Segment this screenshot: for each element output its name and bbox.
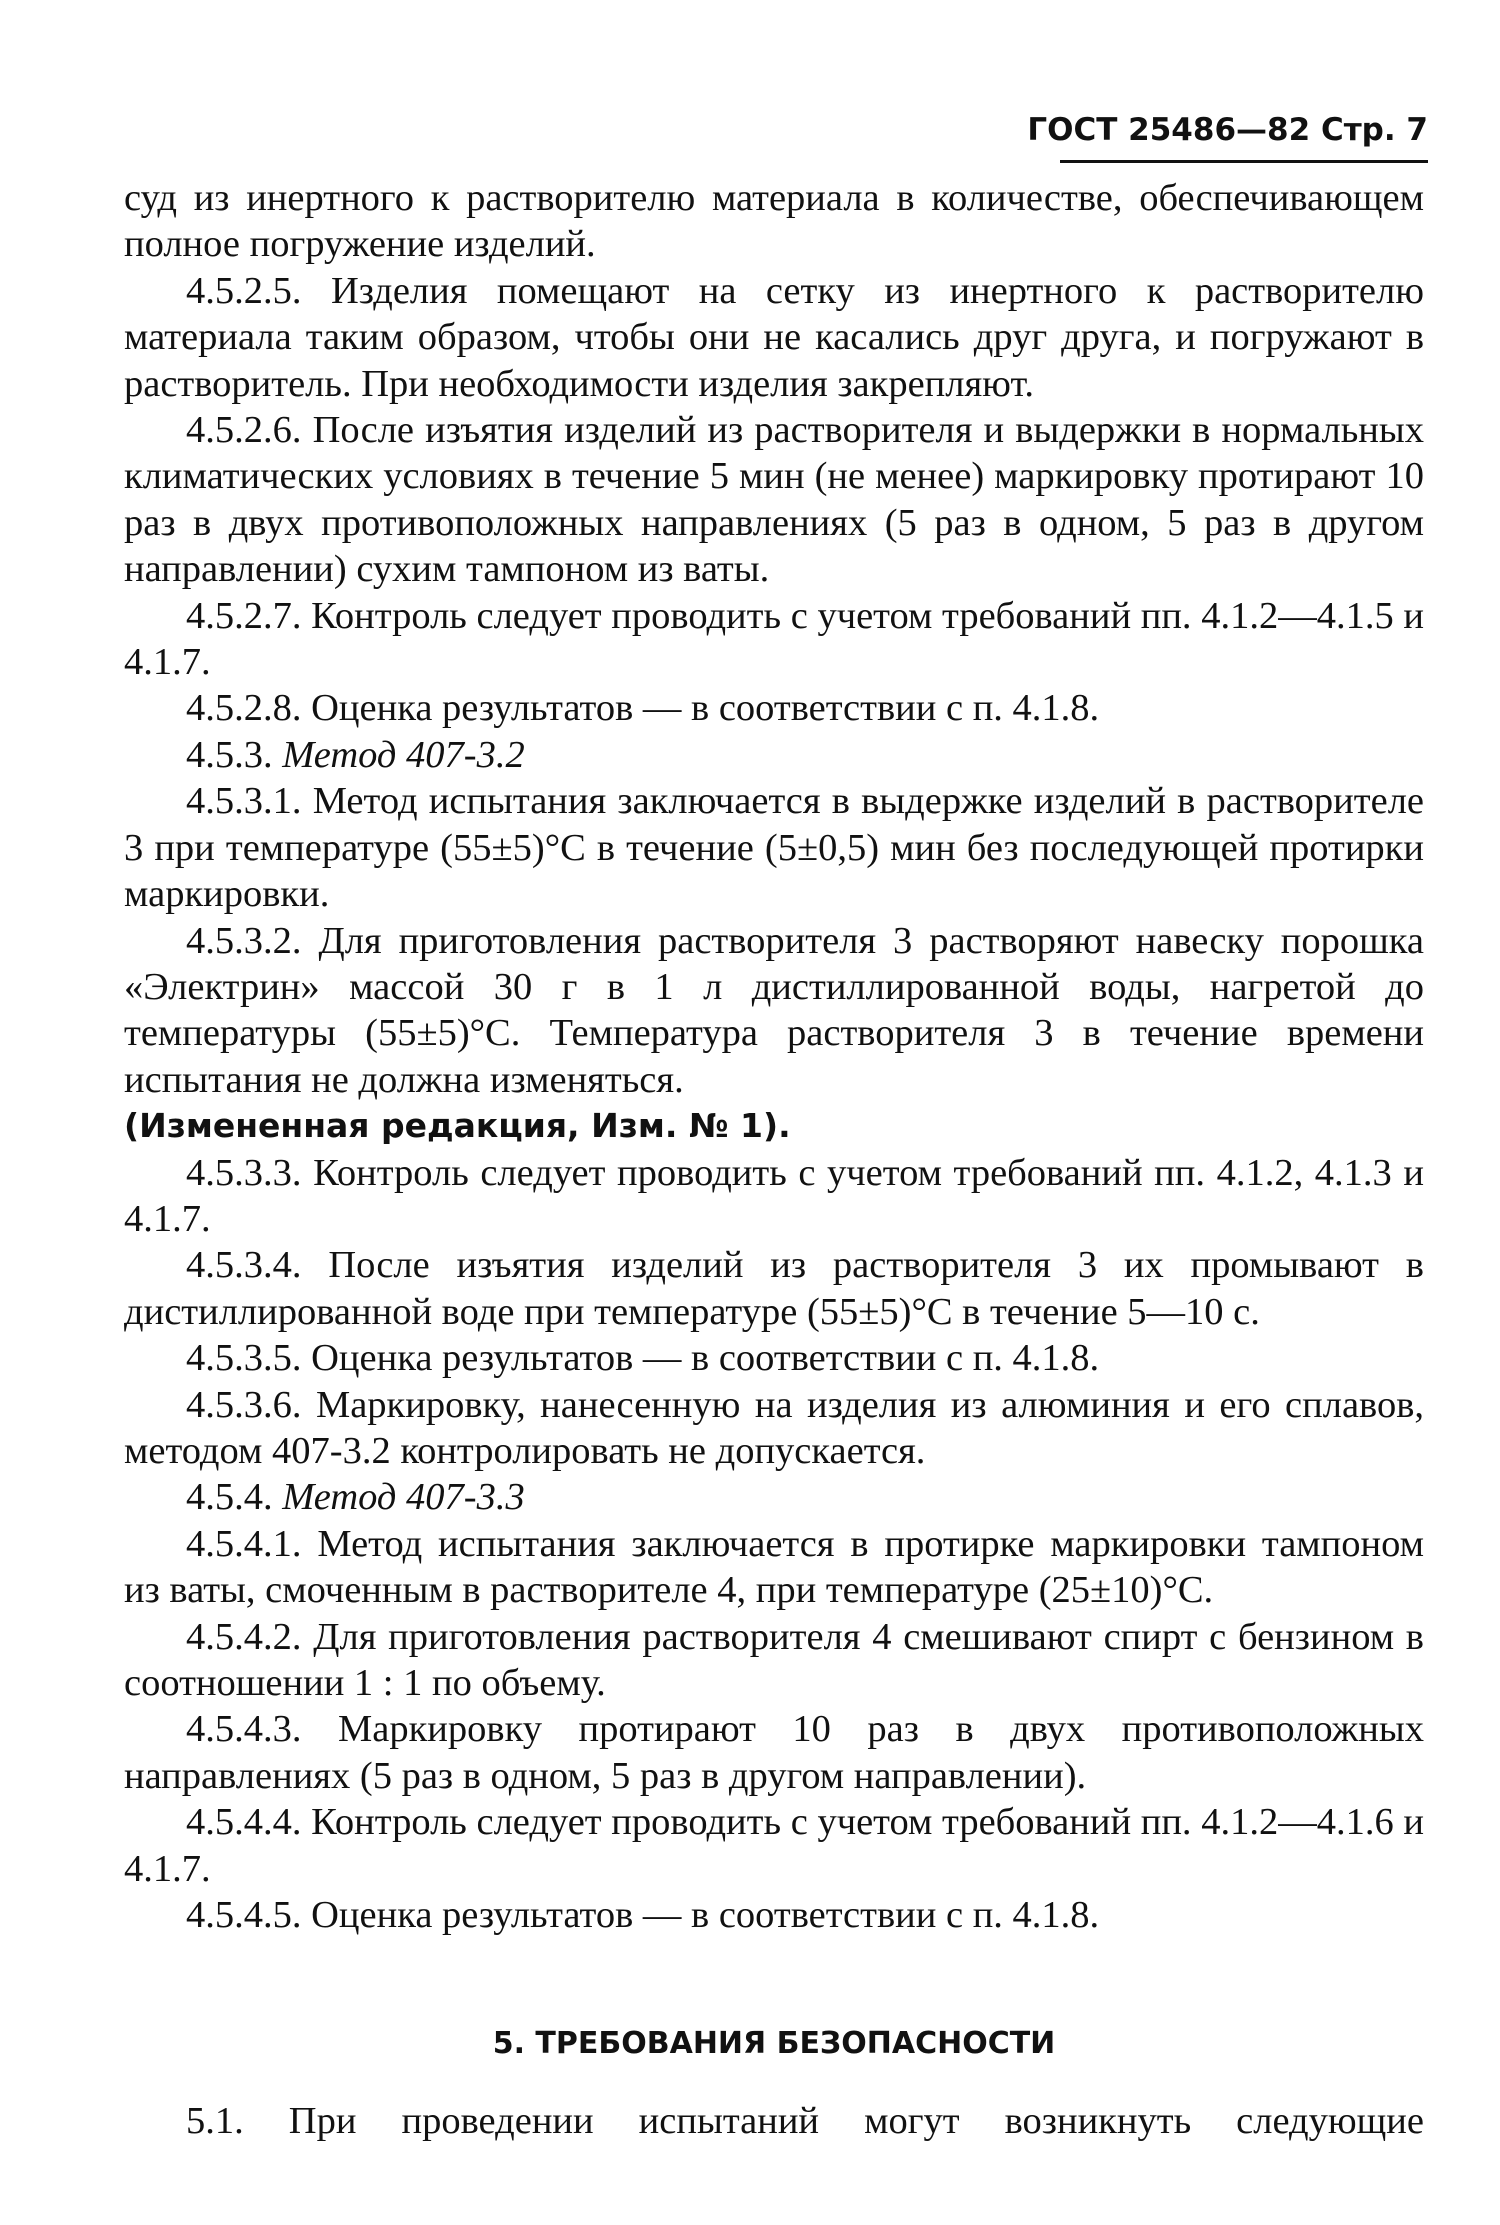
paragraph-4-5-3-4: 4.5.3.4. После изъятия изделий из растворителя 3 их промывают в дистиллированной воде при температуре (55±5)°С в течение 5—10 с. bbox=[124, 1244, 1424, 1333]
paragraph-continuation: суд из инертного к растворителю материала в количестве, обеспечивающем полное погружение изделий. bbox=[124, 177, 1424, 266]
paragraph-4-5-4-5: 4.5.4.5. Оценка результатов — в соответствии с п. 4.1.8. bbox=[186, 1894, 1100, 1937]
subsection-number: 4.5.3. bbox=[186, 733, 273, 776]
section-heading: 5. ТРЕБОВАНИЯ БЕЗОПАСНОСТИ bbox=[492, 2026, 1056, 2061]
paragraph-4-5-3-1: 4.5.3.1. Метод испытания заключается в выдержке изделий в растворителе 3 при температуре (55±5)°С в течение (5±0,5) мин без последующей протирки маркировки. bbox=[124, 780, 1424, 916]
paragraph-5-1: 5.1. При проведении испытаний могут возникнуть следующие bbox=[186, 2100, 1424, 2142]
subsection-number: 4.5.4. bbox=[186, 1476, 273, 1519]
subsection-title: Метод 407-3.2 bbox=[282, 733, 525, 776]
paragraph-4-5-3-6: 4.5.3.6. Маркировку, нанесенную на изделия из алюминия и его сплавов, методом 407-3.2 контролировать не допускается. bbox=[124, 1383, 1424, 1472]
paragraph-4-5-3-3: 4.5.3.3. Контроль следует проводить с учетом требований пп. 4.1.2, 4.1.3 и 4.1.7. bbox=[124, 1151, 1424, 1240]
paragraph-4-5-3-2: 4.5.3.2. Для приготовления растворителя 3 растворяют навеску порошка «Электрин» массой 30 г в 1 л дистиллированной воды, нагретой до температуры (55±5)°С. Температура растворителя 3 в течение времени испытания не должна изменяться. bbox=[124, 919, 1424, 1101]
paragraph-4-5-2-5: 4.5.2.5. Изделия помещают на сетку из инертного к растворителю материала таким образом, чтобы они не касались друг друга, и погружают в растворитель. При необходимости изделия закрепляют. bbox=[124, 269, 1424, 405]
subsection-4-5-3 bbox=[124, 732, 1424, 778]
document-body bbox=[124, 175, 1424, 1938]
subsection-4-5-4 bbox=[124, 1474, 1424, 1520]
paragraph-4-5-2-8: 4.5.2.8. Оценка результатов — в соответствии с п. 4.1.8. bbox=[186, 687, 1100, 730]
paragraph-4-5-4-4: 4.5.4.4. Контроль следует проводить с учетом требований пп. 4.1.2—4.1.6 и 4.1.7. bbox=[124, 1801, 1424, 1890]
paragraph-4-5-2-7: 4.5.2.7. Контроль следует проводить с учетом требований пп. 4.1.2—4.1.5 и 4.1.7. bbox=[124, 594, 1424, 684]
paragraph-4-5-4-3: 4.5.4.3. Маркировку протирают 10 раз в двух противоположных направлениях (5 раз в одном, 5 раз в другом направлении). bbox=[124, 1708, 1424, 1797]
amendment-note: (Измененная редакция, Изм. № 1). bbox=[124, 1106, 791, 1146]
paragraph-4-5-4-2: 4.5.4.2. Для приготовления растворителя 4 смешивают спирт с бензином в соотношении 1 : 1 по объему. bbox=[124, 1615, 1424, 1704]
paragraph-4-5-4-1: 4.5.4.1. Метод испытания заключается в протирке маркировки тампоном из ваты, смоченным в растворителе 4, при температуре (25±10)°С. bbox=[124, 1522, 1424, 1612]
paragraph-4-5-3-5: 4.5.3.5. Оценка результатов — в соответствии с п. 4.1.8. bbox=[186, 1337, 1100, 1380]
header-rule bbox=[1060, 160, 1428, 163]
paragraph-4-5-2-6: 4.5.2.6. После изъятия изделий из растворителя и выдержки в нормальных климатических условиях в течение 5 мин (не менее) маркировку протирают 10 раз в двух противоположных направлениях (5 раз в одном, 5 раз в другом направлении) сухим тампоном из ваты. bbox=[124, 409, 1424, 591]
page-header: ГОСТ 25486—82 Стр. 7 bbox=[1027, 112, 1428, 148]
subsection-title: Метод 407-3.3 bbox=[282, 1476, 525, 1519]
